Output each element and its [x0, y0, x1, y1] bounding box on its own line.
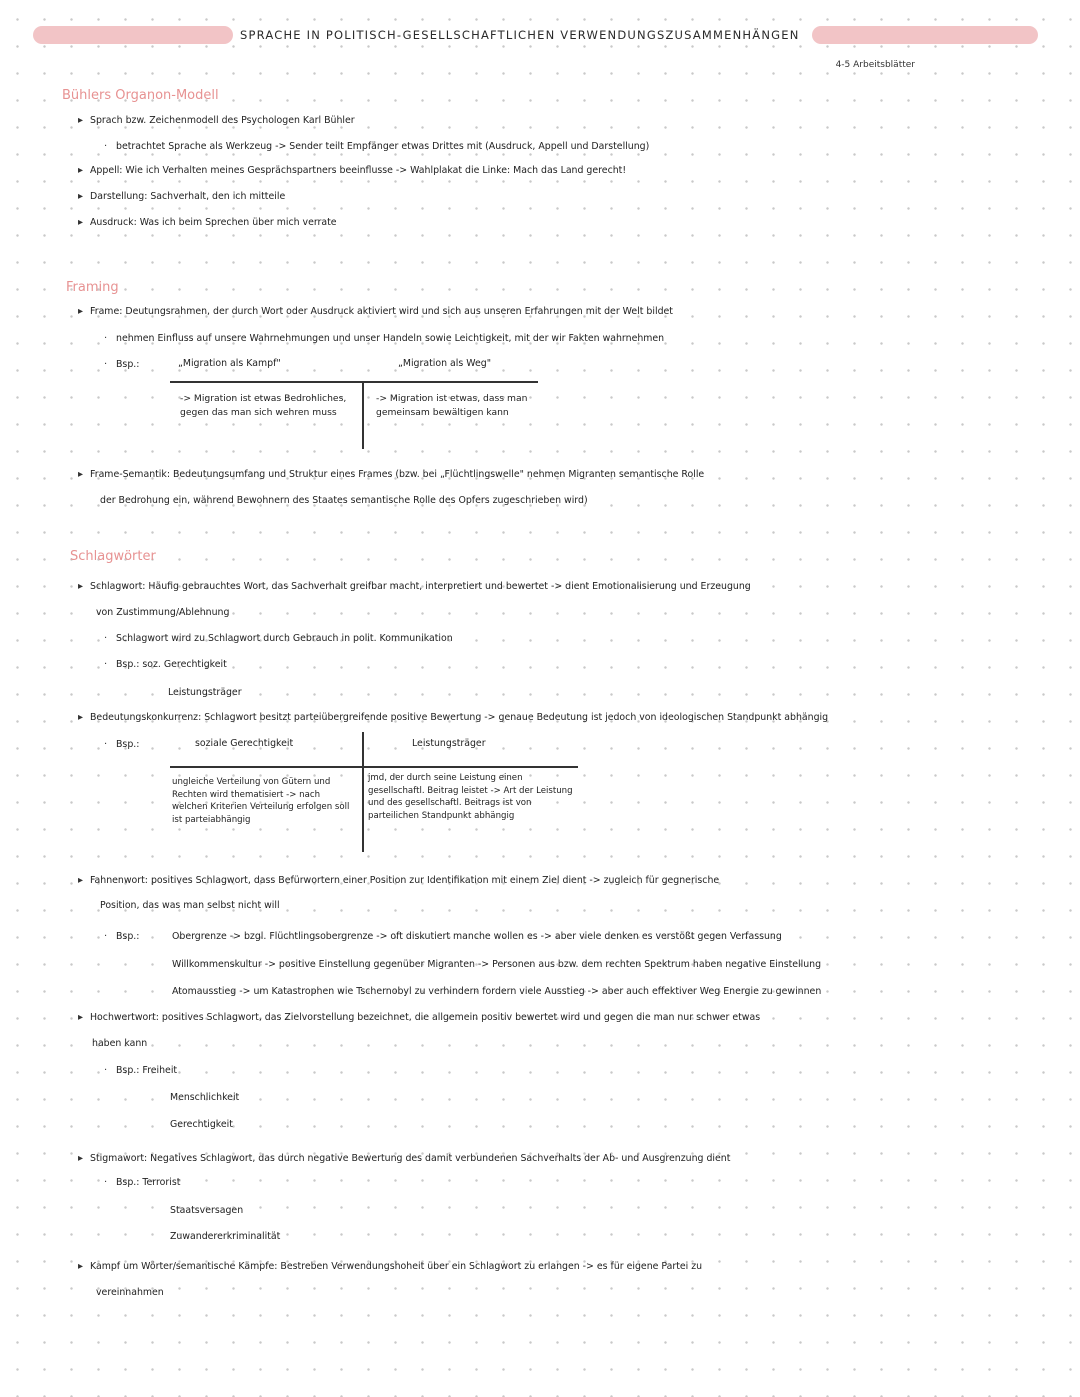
framing-line-4: der Bedrohung ein, während Bewohnern des Staates semantische Rolle des Opfers zugeschrieben wird) [100, 495, 588, 506]
page-title: SPRACHE IN POLITISCH-GESELLSCHAFTLICHEN VERWENDUNGSZUSAMMENHÄNGEN [240, 28, 800, 42]
section-title-schlagwoerter: Schlagwörter [70, 549, 156, 564]
schlag-line-15: Menschlichkeit [170, 1092, 240, 1103]
buehler-line-4: ▸ Darstellung: Sachverhalt, den ich mitteile [78, 191, 286, 202]
framing-bsp: · Bsp.: [104, 359, 140, 370]
schlag-line-19: Staatsversagen [170, 1205, 244, 1216]
framing-table-left-body: -> Migration ist etwas Bedrohliches, gegen das man sich wehren muss [180, 393, 347, 418]
schlag-line-14: · Bsp.: Freiheit [104, 1065, 178, 1076]
buehler-line-1: ▸ Sprach bzw. Zeichenmodell des Psychologen Karl Bühler [78, 115, 355, 126]
schlag-line-22: vereinnahmen [96, 1287, 164, 1298]
framing-table-hrule [170, 381, 538, 383]
schlag-line-3: · Schlagwort wird zu Schlagwort durch Gebrauch in polit. Kommunikation [104, 633, 453, 644]
buehler-line-2: · betrachtet Sprache als Werkzeug -> Sender teilt Empfänger etwas Drittes mit (Ausdruck, Appell und Darstellung) [104, 141, 650, 152]
schlag-line-13: haben kann [92, 1038, 148, 1049]
schlag-line-6: ▸ Bedeutungskonkurrenz: Schlagwort besitzt parteiübergreifende positive Bewertung -> genaue Bedeutung ist jedoch von ideologischen Standpunkt abhängig [78, 712, 829, 723]
schlag-line-9: Obergrenze -> bzgl. Flüchtlingsobergrenze -> oft diskutiert manche wollen es -> aber viele denken es verstößt gegen Verfassung [172, 931, 782, 942]
framing-table-right-body: -> Migration ist etwas, dass man gemeinsam bewältigen kann [376, 393, 528, 418]
schlag-line-5: Leistungsträger [168, 687, 242, 698]
framing-line-1: ▸ Frame: Deutungsrahmen, der durch Wort oder Ausdruck aktiviert wird und sich aus unseren Erfahrungen mit der Welt bildet [78, 306, 673, 317]
framing-table-right-head: „Migration als Weg" [398, 358, 492, 369]
schlag-bsp-2: · Bsp.: [104, 931, 140, 942]
schlag-line-10: Willkommenskultur -> positive Einstellung gegenüber Migranten -> Personen aus bzw. dem rechten Spektrum haben negative Einstellung [172, 959, 822, 970]
schlag-table-left-head: soziale Gerechtigkeit [195, 738, 294, 749]
schlag-table-right-head: Leistungsträger [412, 738, 486, 749]
framing-line-2: · nehmen Einfluss auf unsere Wahrnehmungen und unser Handeln sowie Leichtigkeit, mit der wir Fakten wahrnehmen [104, 333, 665, 344]
header-bar-left [33, 26, 233, 44]
schlag-table-right-body: jmd, der durch seine Leistung einen gesellschaftl. Beitrag leistet -> Art der Leistung und des gesellschaftl. Beitrags ist von parteilichen Standpunkt abhängig [368, 773, 573, 821]
schlag-line-4: · Bsp.: soz. Gerechtigkeit [104, 659, 227, 670]
framing-table-vrule [362, 381, 364, 449]
schlag-line-20: Zuwandererkriminalität [170, 1231, 281, 1242]
schlag-line-7: ▸ Fahnenwort: positives Schlagwort, dass Befürwortern einer Position zur Identifikation mit einem Ziel dient -> zugleich für gegnerische [78, 875, 720, 886]
schlag-line-21: ▸ Kampf um Wörter/semantische Kämpfe: Bestreben Verwendungshoheit über ein Schlagwort zu erlangen -> es für eigene Partei zu [78, 1261, 703, 1272]
schlag-line-11: Atomausstieg -> um Katastrophen wie Tschernobyl zu verhindern fordern viele Ausstieg -> aber auch effektiver Weg Energie zu gewinnen [172, 986, 822, 997]
buehler-line-3: ▸ Appell: Wie ich Verhalten meines Gesprächspartners beeinflusse -> Wahlplakat die Linke: Mach das Land gerecht! [78, 165, 627, 176]
schlag-table-hrule [170, 766, 578, 768]
buehler-line-5: ▸ Ausdruck: Was ich beim Sprechen über mich verrate [78, 217, 337, 228]
framing-line-3: ▸ Frame-Semantik: Bedeutungsumfang und Struktur eines Frames (bzw. bei „Flüchtlingswelle" nehmen Migranten semantische Rolle [78, 469, 705, 480]
schlag-bsp: · Bsp.: [104, 739, 140, 750]
section-title-buehler: Bühlers Organon-Modell [62, 88, 219, 103]
framing-table-left-head: „Migration als Kampf" [178, 358, 281, 369]
schlag-table-left-body: ungleiche Verteilung von Gütern und Rechten wird thematisiert -> nach welchen Kriterien Verteilung erfolgen soll ist parteiabhängig [172, 777, 350, 825]
section-title-framing: Framing [66, 280, 119, 295]
schlag-line-12: ▸ Hochwertwort: positives Schlagwort, das Zielvorstellung bezeichnet, die allgemein positiv bewertet wird und gegen die man nur schwer etwas [78, 1012, 761, 1023]
schlag-table-vrule [362, 732, 364, 852]
schlag-line-2: von Zustimmung/Ablehnung [96, 607, 230, 618]
schlag-line-8: Position, das was man selbst nicht will [100, 900, 280, 911]
page-subtitle: 4-5 Arbeitsblätter [835, 60, 915, 70]
header-bar-right [812, 26, 1038, 44]
schlag-line-18: · Bsp.: Terrorist [104, 1177, 181, 1188]
schlag-line-1: ▸ Schlagwort: Häufig gebrauchtes Wort, das Sachverhalt greifbar macht, interpretiert und bewertet -> dient Emotionalisierung und Erzeugung [78, 581, 751, 592]
schlag-line-17: ▸ Stigmawort: Negatives Schlagwort, das durch negative Bewertung des damit verbundenen Sachverhalts der Ab- und Ausgrenzung dient [78, 1153, 731, 1164]
schlag-line-16: Gerechtigkeit [170, 1119, 233, 1130]
